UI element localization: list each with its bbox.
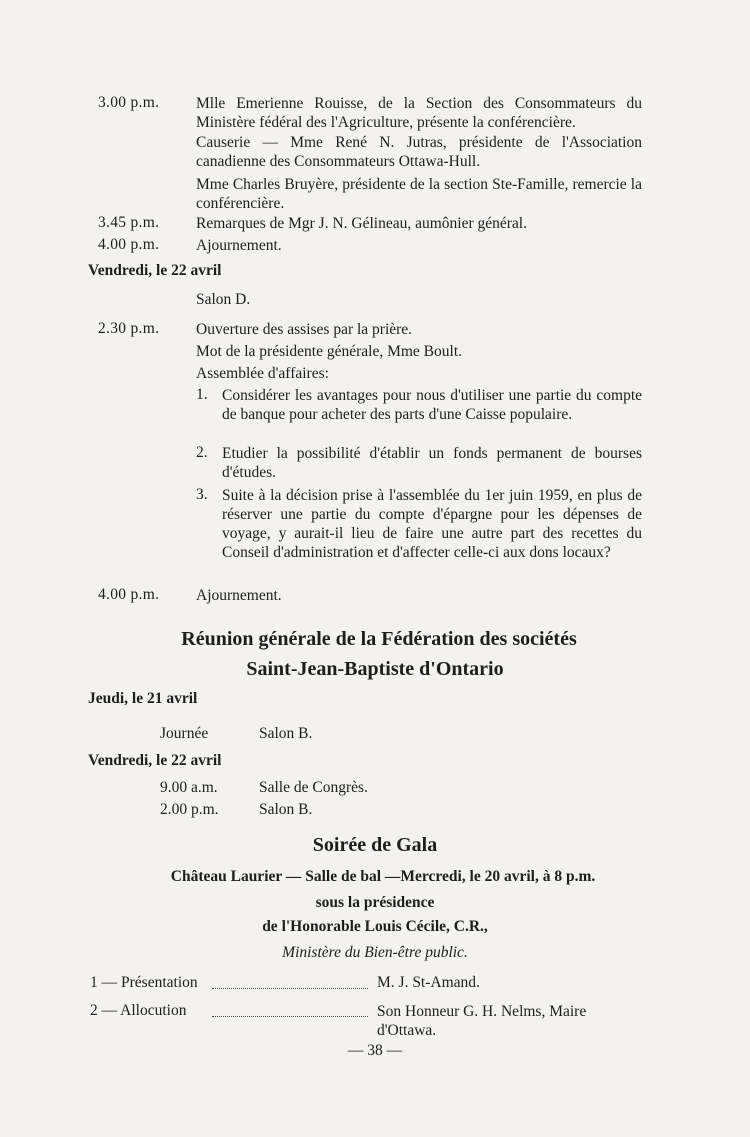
gala-chair: de l'Honorable Louis Cécile, C.R., — [262, 918, 488, 935]
paragraph: Ajournement. — [196, 587, 282, 604]
time-label: 2.30 p.m. — [98, 320, 160, 337]
time-label: 3.45 p.m. — [98, 214, 160, 231]
gala-venue: Château Laurier — Salle de bal —Mercredi, le 20 avril, à 8 p.m. — [170, 868, 596, 885]
list-number: 2. — [196, 444, 208, 461]
section-title: Réunion générale de la Fédération des sociétés — [181, 628, 577, 650]
program-item-label: 1 — Présentation — [90, 974, 198, 991]
salon-label: Salon D. — [196, 291, 251, 308]
schedule-item: Salle de Congrès. — [259, 779, 368, 796]
schedule-item: Journée — [160, 725, 209, 742]
paragraph: Assemblée d'affaires: — [196, 365, 329, 382]
paragraph: Mot de la présidente générale, Mme Boult. — [196, 343, 463, 360]
paragraph: Mlle Emerienne Rouisse, de la Section des Consommateurs du Ministère fédéral des l'Agriculture, présente la conférencière. — [196, 95, 642, 131]
list-item: Etudier la possibilité d'établir un fonds permanent de bourses d'études. — [222, 445, 642, 481]
time-label: 2.00 p.m. — [160, 801, 219, 818]
paragraph: Ouverture des assises par la prière. — [196, 321, 413, 338]
list-number: 3. — [196, 486, 208, 503]
time-label: 4.00 p.m. — [98, 586, 160, 603]
day-heading: Vendredi, le 22 avril — [88, 752, 222, 769]
paragraph: Ajournement. — [196, 237, 282, 254]
day-heading: Jeudi, le 21 avril — [88, 690, 198, 707]
paragraph: Causerie — Mme René N. Jutras, présidente de l'Association canadienne des Consommateurs Ottawa-Hull. — [196, 134, 642, 170]
list-item: Suite à la décision prise à l'assemblée du 1er juin 1959, en plus de réserver une partie du compte d'épargne pour les dépenses de voyage, y aurait-il lieu de faire une autre part des recettes du Conseil d'administration et d'affecter celle-ci aux dons locaux? — [222, 487, 642, 561]
time-label: 3.00 p.m. — [98, 94, 160, 111]
page-number: — 38 — — [347, 1042, 403, 1059]
program-item-value: M. J. St-Amand. — [377, 974, 480, 991]
salon-label: Salon B. — [259, 801, 313, 818]
section-title: Saint-Jean-Baptiste d'Ontario — [246, 658, 504, 680]
salon-label: Salon B. — [259, 725, 313, 742]
section-title: Soirée de Gala — [312, 834, 438, 856]
time-label: 4.00 p.m. — [98, 236, 160, 253]
program-item-label: 2 — Allocution — [90, 1002, 187, 1019]
day-heading: Vendredi, le 22 avril — [88, 262, 222, 279]
paragraph: Mme Charles Bruyère, présidente de la section Ste-Famille, remercie la conférencière. — [196, 176, 642, 212]
dot-leader — [212, 1016, 368, 1017]
gala-ministry: Ministère du Bien-être public. — [282, 944, 468, 961]
time-label: 9.00 a.m. — [160, 779, 218, 796]
list-number: 1. — [196, 386, 208, 403]
gala-line: sous la présidence — [315, 894, 435, 911]
dot-leader — [212, 988, 368, 989]
list-item: Considérer les avantages pour nous d'utiliser une partie du compte de banque pour acheter des parts d'une Caisse populaire. — [222, 387, 642, 423]
program-item-value: Son Honneur G. H. Nelms, Maire d'Ottawa. — [377, 1003, 587, 1039]
paragraph: Remarques de Mgr J. N. Gélineau, aumônier général. — [196, 215, 527, 232]
